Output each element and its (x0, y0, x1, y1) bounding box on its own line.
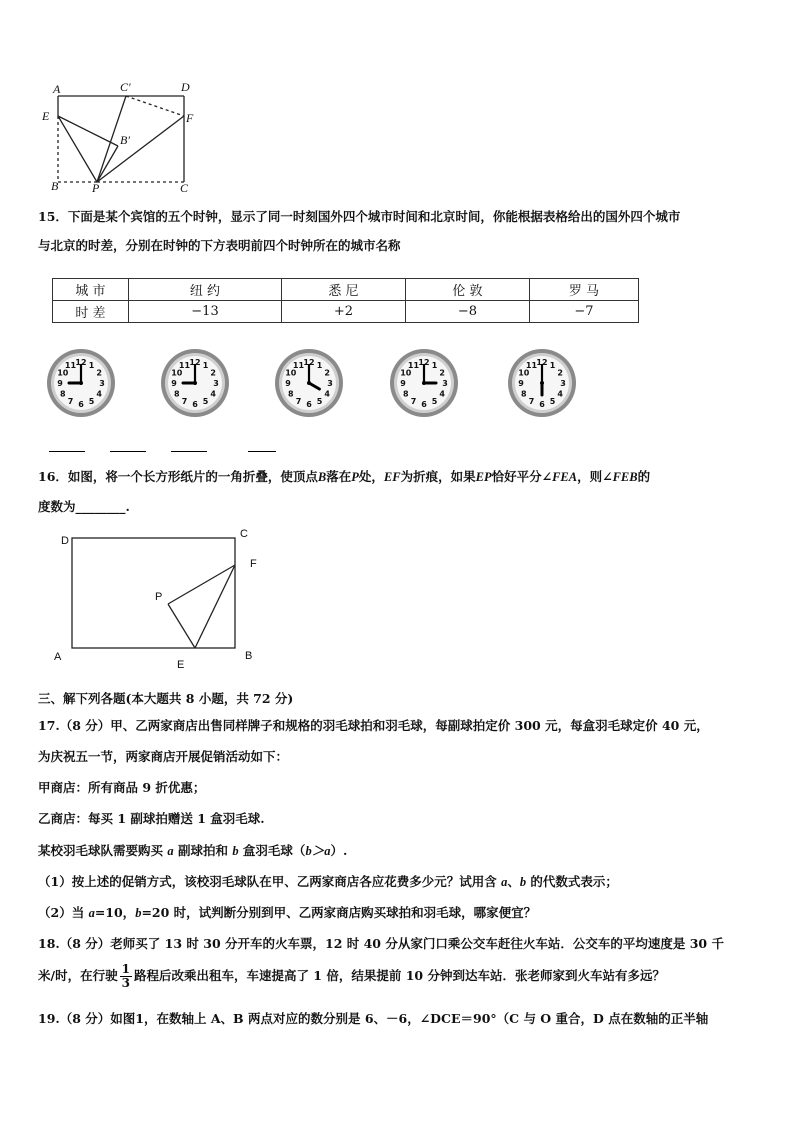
table-cell: 悉 尼 (282, 279, 406, 301)
clock-number: 11 (64, 360, 77, 370)
fig14-label-B: B (51, 179, 59, 193)
table-cell: 时 差 (53, 301, 129, 323)
clock-number: 5 (88, 397, 95, 407)
clock-number: 1 (202, 360, 209, 370)
clock-number: 6 (78, 400, 84, 409)
clock-number: 6 (306, 400, 312, 409)
clock-number: 9 (518, 379, 524, 388)
table-cell: +2 (282, 301, 406, 323)
answer-blank-1 (49, 451, 85, 452)
fig16-label-D: D (61, 535, 69, 547)
clock-number: 3 (560, 379, 566, 388)
q18-text-line1: 18.（8 分）老师买了 13 时 30 分开车的火车票，12 时 40 分从家门口乘公交车赶往火车站．公交车的平均速度是 30 千 (38, 936, 724, 951)
clock-number: 9 (57, 379, 63, 388)
fig14-label-B1: B′ (120, 133, 130, 147)
clock-number: 8 (60, 389, 66, 399)
fig14-label-C: C (180, 181, 189, 195)
clock-number: 8 (403, 389, 409, 399)
fig14-label-D: D (181, 80, 190, 94)
clock-pivot (540, 381, 544, 385)
clock-number: 10 (518, 368, 530, 378)
fig16-label-F: F (250, 558, 257, 570)
q17-text-line7: （2）当 a=10，b=20 时，试判断分别到甲、乙两家商店购买球拍和羽毛球，哪家便宜？ (38, 905, 537, 920)
fig16-label-E: E (177, 659, 185, 671)
clock-number: 1 (431, 360, 438, 370)
clock-number: 7 (295, 397, 302, 407)
clock-number: 10 (171, 368, 183, 378)
clock-number: 3 (99, 379, 105, 388)
clock-pivot (307, 381, 311, 385)
q17-text-line5: 某校羽毛球队需要购买 a 副球拍和 b 盒羽毛球（b＞a）. (38, 843, 348, 858)
clock-number: 8 (174, 389, 180, 399)
clock-number: 6 (539, 400, 545, 409)
clock-1 (46, 348, 116, 418)
clock-number: 3 (442, 379, 448, 388)
table-cell: −8 (406, 301, 530, 323)
table-cell: 纽 约 (129, 279, 282, 301)
clock-number: 7 (410, 397, 417, 407)
fraction-one-third: $\frac{1}{3}$ (121, 962, 130, 990)
clock-number: 4 (439, 389, 445, 399)
clock-number: 1 (88, 360, 95, 370)
clock-number: 7 (181, 397, 188, 407)
table-cell: 城 市 (53, 279, 129, 301)
clock-number: 10 (400, 368, 412, 378)
clock-number: 2 (324, 368, 330, 378)
table-cell: −7 (530, 301, 639, 323)
clock-number: 9 (171, 379, 177, 388)
fig16-label-P: P (155, 591, 163, 603)
clock-number: 10 (57, 368, 69, 378)
clock-number: 8 (288, 389, 294, 399)
answer-blank-4 (248, 451, 276, 452)
clock-number: 1 (316, 360, 323, 370)
clock-number: 10 (285, 368, 297, 378)
clock-pivot (193, 381, 197, 385)
fig16-label-C: C (240, 528, 248, 540)
clock-number: 11 (525, 360, 538, 370)
clock-number: 5 (202, 397, 209, 407)
q17-text-line2: 为庆祝五一节，两家商店开展促销活动如下： (38, 749, 289, 764)
clock-4 (389, 348, 459, 418)
clock-number: 2 (210, 368, 216, 378)
table-row (53, 301, 639, 323)
answer-blank-3 (171, 451, 207, 452)
answer-blank-2 (110, 451, 146, 452)
clock-number: 12 (189, 358, 201, 367)
clock-number: 5 (549, 397, 556, 407)
q17-text-line4: 乙商店：每买 1 副球拍赠送 1 盒羽毛球. (38, 811, 265, 826)
fig16-label-A: A (54, 651, 62, 663)
clock-number: 2 (439, 368, 445, 378)
clock-number: 3 (213, 379, 219, 388)
clock-3 (274, 348, 344, 418)
clock-number: 11 (292, 360, 305, 370)
clock-number: 2 (557, 368, 563, 378)
q17-text-line1: 17.（8 分）甲、乙两家商店出售同样牌子和规格的羽毛球拍和羽毛球，每副球拍定价 300 元，每盒羽毛球定价 40 元， (38, 718, 709, 733)
section-heading: 三、解下列各题(本大题共 8 小题，共 72 分) (38, 691, 294, 706)
clock-number: 12 (75, 358, 87, 367)
clock-number: 4 (96, 389, 102, 399)
q16-text-line2: 度数为________. (38, 499, 130, 514)
q17-text-line3: 甲商店：所有商品 9 折优惠； (38, 780, 206, 795)
fig14-label-C1: C′ (120, 80, 131, 94)
clock-number: 6 (192, 400, 198, 409)
clock-number: 8 (521, 389, 527, 399)
fig16-label-B: B (245, 650, 253, 662)
clock-number: 5 (316, 397, 323, 407)
fig14-label-F: F (186, 111, 194, 125)
clock-number: 5 (431, 397, 438, 407)
clock-number: 11 (178, 360, 191, 370)
clock-number: 9 (400, 379, 406, 388)
fig14-label-A: A (53, 82, 61, 96)
fig14-label-E: E (42, 109, 50, 123)
table-cell: 伦 敦 (406, 279, 530, 301)
clock-2 (160, 348, 230, 418)
clock-number: 7 (67, 397, 74, 407)
q18-text-line2: 米/时，在行驶 $\frac{1}{3}$ 路程后改乘出租车，车速提高了 1 倍，结果提前 10 分钟到达车站．张老师家到火车站有多远？ (38, 962, 665, 990)
fig14-label-P: P (92, 181, 100, 195)
table-header-row (53, 279, 639, 301)
table-cell: 罗 马 (530, 279, 639, 301)
clock-number: 9 (285, 379, 291, 388)
clock-number: 4 (557, 389, 563, 399)
q16-text-line1: 16．如图，将一个长方形纸片的一角折叠，使顶点B落在P处，EF为折痕，如果EP恰好平分∠FEA，则∠FEB的 (38, 469, 651, 484)
clock-pivot (79, 381, 83, 385)
clock-number: 4 (210, 389, 216, 399)
clock-number: 12 (418, 358, 430, 367)
clock-number: 12 (303, 358, 315, 367)
clock-number: 12 (536, 358, 548, 367)
clock-number: 7 (528, 397, 535, 407)
clock-pivot (422, 381, 426, 385)
clock-number: 1 (549, 360, 556, 370)
table-cell: −13 (129, 301, 282, 323)
clock-number: 2 (96, 368, 102, 378)
clock-number: 6 (421, 400, 427, 409)
q15-text-line2: 与北京的时差，分别在时钟的下方表明前四个时钟所在的城市名称 (38, 238, 401, 253)
clock-5 (507, 348, 577, 418)
time-difference-table (52, 278, 639, 323)
q19-text-line1: 19.（8 分）如图1，在数轴上 A、B 两点对应的数分别是 6、－6，∠DCE＝90°（C 与 O 重合，D 点在数轴的正半轴 (38, 1011, 709, 1026)
q15-text-line1: 15．下面是某个宾馆的五个时钟，显示了同一时刻国外四个城市时间和北京时间，你能根据表格给出的国外四个城市 (38, 209, 681, 224)
clock-number: 3 (327, 379, 333, 388)
clock-number: 4 (324, 389, 330, 399)
clock-number: 11 (407, 360, 420, 370)
q17-text-line6: （1）按上述的促销方式，该校羽毛球队在甲、乙两家商店各应花费多少元？试用含 a、b 的代数式表示； (38, 874, 618, 889)
